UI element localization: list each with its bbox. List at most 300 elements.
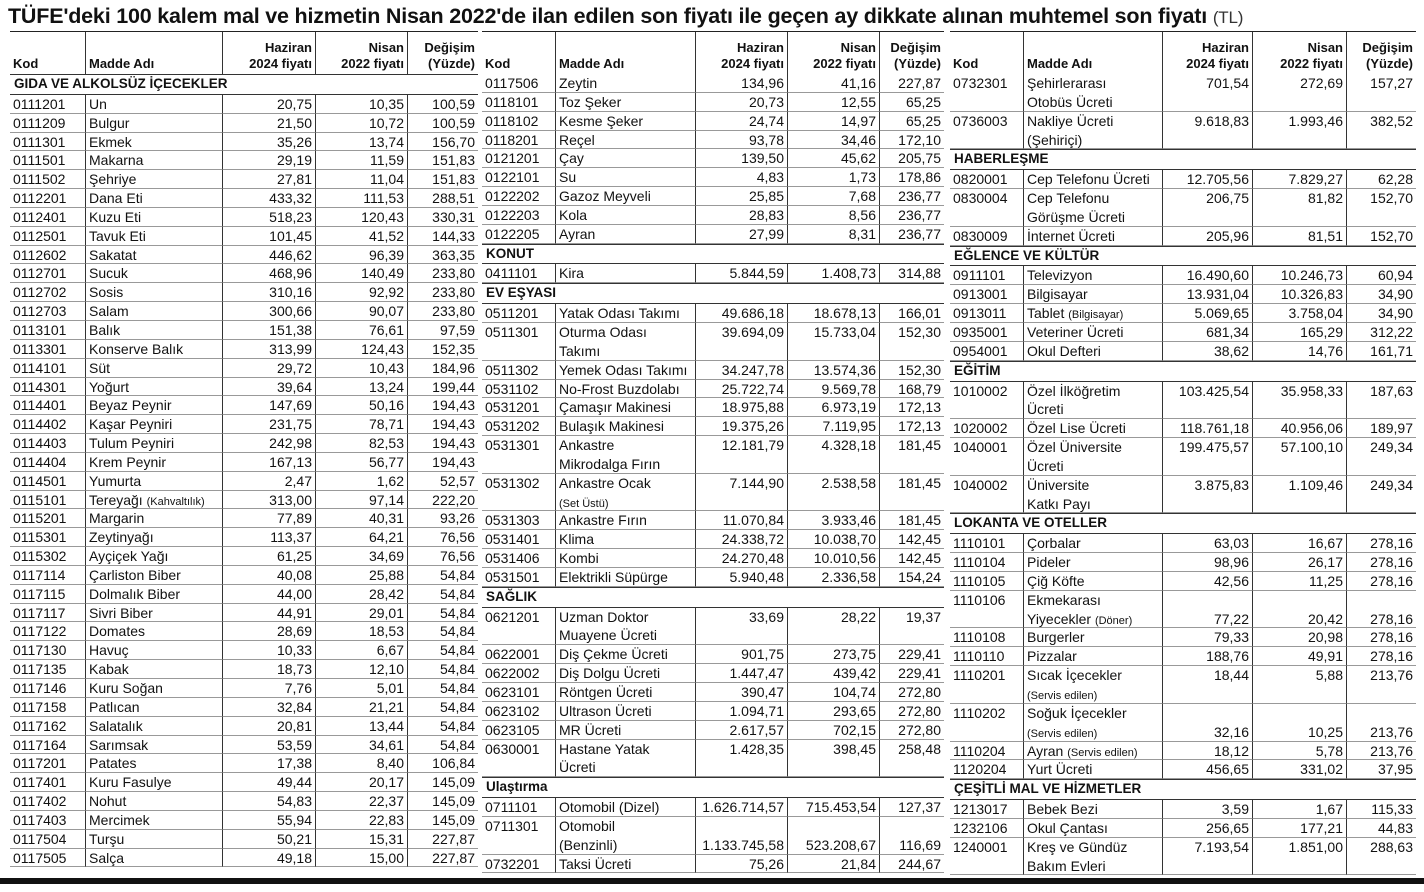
cell-nisan: 439,42: [788, 664, 880, 683]
table-row: [10, 773, 478, 792]
cell-madde: [1024, 131, 1163, 150]
cell-kod: 0531302: [482, 474, 556, 493]
cell-haziran: 35,26: [223, 133, 316, 152]
cell-degisim: 227,87: [408, 849, 478, 868]
cell-kod: 0114501: [10, 472, 86, 491]
cell-kod: [950, 400, 1024, 419]
cell-haziran: 3.875,83: [1163, 476, 1253, 495]
cell-madde: [556, 645, 696, 664]
item-name: Salça: [89, 849, 125, 866]
cell-madde: [556, 740, 696, 759]
table-header: [10, 32, 478, 74]
cell-madde: [1024, 685, 1163, 704]
bottom-rule: [0, 878, 1424, 884]
cell-degisim: 152,30: [898, 323, 941, 340]
cell-haziran: 24.270,48: [696, 549, 788, 568]
item-name: Nohut: [89, 793, 127, 810]
table-row: [10, 491, 478, 510]
cell-nisan: 8,56: [788, 206, 880, 225]
table-row: [950, 189, 1416, 208]
cell-haziran: 242,98: [223, 434, 316, 453]
cell-madde: [556, 798, 696, 817]
cell-degisim: 157,27: [1370, 75, 1413, 91]
cell-haziran: [696, 626, 788, 645]
cell-nisan: 702,15: [788, 721, 880, 740]
item-name: Çorbalar: [1027, 535, 1081, 552]
cell-madde: [1024, 208, 1163, 227]
table-row: [482, 836, 944, 855]
cell-kod: 0622001: [482, 645, 556, 664]
cell-degisim: 278,16: [1347, 572, 1416, 591]
cell-haziran: 10,33: [223, 641, 316, 660]
cell-madde: [1024, 304, 1163, 323]
cell-haziran: 25,85: [696, 187, 788, 206]
cell-haziran: [1163, 857, 1253, 876]
cell-kod: [950, 457, 1024, 476]
cell-nisan: 331,02: [1253, 760, 1347, 779]
cell-madde: [556, 817, 696, 836]
table-row: [482, 398, 944, 417]
item-name: Burgerler: [1027, 629, 1085, 646]
cell-kod: 0531202: [482, 417, 556, 436]
cell-degisim: 37,95: [1347, 760, 1416, 779]
table-row: [482, 817, 944, 836]
item-name: Tavuk Eti: [89, 227, 146, 244]
item-name: Soğuk İçecekler: [1027, 704, 1127, 721]
cell-kod: 0112501: [10, 227, 86, 246]
item-name: Sosis: [89, 284, 124, 301]
cell-madde: [1024, 285, 1163, 304]
cell-madde: [86, 547, 223, 566]
cell-degisim: 60,94: [1347, 266, 1416, 285]
item-name: Özel İlköğretim: [1027, 382, 1121, 399]
cell-kod: [950, 685, 1024, 704]
item-name: Ayran: [1027, 742, 1064, 759]
item-name: MR Ücreti: [559, 721, 622, 738]
cell-haziran: 313,99: [223, 340, 316, 359]
cell-degisim: 142,45: [880, 530, 944, 549]
table-row: [482, 855, 944, 874]
cell-haziran: 139,50: [696, 149, 788, 168]
item-name: Tulum Peyniri: [89, 435, 175, 452]
cell-nisan: 1.109,46: [1253, 476, 1347, 495]
cell-nisan: 45,62: [788, 149, 880, 168]
cell-kod: 0112602: [10, 246, 86, 265]
cell-haziran: 34.247,78: [696, 361, 788, 380]
item-name: Tablet: [1027, 305, 1065, 322]
item-name: Beyaz Peynir: [89, 397, 172, 414]
item-name: Diş Çekme Ücreti: [559, 646, 668, 663]
cell-haziran: 49.686,18: [696, 304, 788, 323]
cell-kod: 0122101: [482, 168, 556, 187]
cell-degisim: 236,77: [880, 225, 944, 244]
cell-degisim: 106,84: [408, 754, 478, 773]
cell-degisim: 54,84: [408, 736, 478, 755]
table-row: [950, 800, 1416, 819]
table-row: [482, 758, 944, 777]
table-row: [482, 361, 944, 380]
table-row: [950, 666, 1416, 685]
cell-madde: [1024, 610, 1163, 629]
item-name: Şehirlerarası: [1027, 75, 1107, 91]
cell-kod: 0111201: [10, 95, 86, 114]
item-note: (Servis edilen): [1067, 746, 1138, 759]
cell-degisim: 54,84: [408, 622, 478, 641]
header-haziran: [1163, 32, 1253, 74]
cell-madde: [86, 830, 223, 849]
cell-degisim: 172,13: [880, 417, 944, 436]
cell-degisim: 151,83: [408, 170, 478, 189]
cell-kod: 0511302: [482, 361, 556, 380]
cell-kod: 0112401: [10, 208, 86, 227]
cell-madde: [86, 717, 223, 736]
cell-madde: [556, 342, 696, 361]
cell-kod: 0954001: [950, 342, 1024, 361]
cell-kod: 0117201: [10, 754, 86, 773]
cell-nisan: 1.408,73: [788, 264, 880, 283]
cell-nisan: [1253, 495, 1347, 514]
cell-kod: 0114401: [10, 396, 86, 415]
cell-haziran: [1163, 93, 1253, 112]
cell-haziran: 49,18: [223, 849, 316, 868]
header-haziran-line1: Haziran: [1202, 40, 1249, 55]
item-name: No-Frost Buzdolabı: [559, 380, 680, 397]
table-row: [950, 266, 1416, 285]
table-row: [10, 95, 478, 114]
header-madde: Madde Adı: [86, 32, 223, 74]
cell-madde: [556, 304, 696, 323]
cell-madde: [556, 436, 696, 455]
item-name: Ücreti: [1027, 457, 1064, 474]
cell-nisan: [1253, 93, 1347, 112]
cell-degisim: 258,48: [898, 740, 941, 757]
cell-nisan: 104,74: [788, 683, 880, 702]
cell-nisan: 5,78: [1253, 742, 1347, 761]
cell-kod: 0117162: [10, 717, 86, 736]
header-haziran-line2: 2024 fiyatı: [721, 56, 784, 71]
cell-degisim: 178,86: [880, 168, 944, 187]
header-kod: Kod: [482, 32, 556, 74]
cell-nisan: [788, 758, 880, 777]
cell-madde: [1024, 857, 1163, 876]
cell-haziran: 300,66: [223, 302, 316, 321]
item-name: Okul Defteri: [1027, 342, 1101, 359]
cell-madde: [1024, 723, 1163, 742]
cell-nisan: 10.246,73: [1253, 266, 1347, 285]
cell-haziran: 7.193,54: [1163, 838, 1253, 857]
table-row: [482, 493, 944, 512]
cell-madde: [86, 736, 223, 755]
cell-degisim: 205,75: [880, 149, 944, 168]
cell-haziran: [1163, 208, 1253, 227]
cell-degisim: 100,59: [408, 95, 478, 114]
table-row: [950, 323, 1416, 342]
cell-kod: 0630001: [482, 740, 556, 759]
cell-nisan: 4.328,18: [788, 436, 880, 455]
table-row: [10, 754, 478, 773]
table-column-2: [482, 31, 944, 873]
table-row: [950, 704, 1416, 723]
item-name: Turşu: [89, 830, 125, 847]
table-row: [10, 415, 478, 434]
cell-kod: 0732301: [950, 74, 1024, 93]
item-name: Sivri Biber: [89, 604, 153, 621]
table-row: [950, 857, 1416, 876]
table-row: [10, 528, 478, 547]
cell-haziran: 13.931,04: [1163, 285, 1253, 304]
cell-kod: 0732201: [482, 855, 556, 874]
cell-nisan: 25,88: [316, 566, 408, 585]
cell-kod: 0117401: [10, 773, 86, 792]
cell-degisim: 156,70: [408, 133, 478, 152]
cell-haziran: 18,73: [223, 660, 316, 679]
item-name: Hastane Yatak: [559, 740, 650, 757]
item-name: Ekmekarası: [1027, 591, 1101, 608]
item-name: Bilgisayar: [1027, 286, 1088, 303]
item-name: Yumurta: [89, 472, 142, 489]
cell-nisan: 7.119,95: [788, 417, 880, 436]
table-row: [482, 740, 944, 759]
cell-degisim: 187,63: [1370, 382, 1413, 399]
page-title: [8, 2, 1243, 30]
table-row: [950, 457, 1416, 476]
item-name: Röntgen Ücreti: [559, 684, 653, 700]
cell-degisim: 278,16: [1347, 610, 1416, 629]
cell-haziran: [1163, 704, 1253, 723]
cell-madde: [1024, 704, 1163, 723]
cell-haziran: [1163, 495, 1253, 514]
cell-degisim: 54,84: [408, 604, 478, 623]
section-title: GIDA VE ALKOLSÜZ İÇECEKLER: [14, 76, 228, 91]
cell-madde: [86, 660, 223, 679]
item-name: Oturma Odası: [559, 323, 647, 340]
cell-nisan: 57.100,10: [1253, 438, 1347, 457]
item-name: Dana Eti: [89, 190, 143, 207]
cell-degisim: 54,84: [408, 660, 478, 679]
table-row: [482, 264, 944, 283]
cell-nisan: 398,45: [788, 740, 880, 759]
cell-degisim: 181,45: [898, 437, 941, 454]
table-row: [10, 151, 478, 170]
item-name: Zeytinyağı: [89, 529, 154, 546]
cell-nisan: 13,44: [316, 717, 408, 736]
cell-degisim: 330,31: [408, 208, 478, 227]
cell-madde: [556, 74, 696, 93]
cell-nisan: 120,43: [316, 208, 408, 227]
cell-degisim: [880, 493, 944, 512]
cell-haziran: 63,03: [1163, 534, 1253, 553]
cell-madde: [86, 283, 223, 302]
cell-nisan: 124,43: [316, 340, 408, 359]
item-name: Kira: [559, 265, 584, 282]
item-name: Konserve Balık: [89, 340, 184, 357]
item-note: (Servis edilen): [1027, 727, 1098, 740]
cell-degisim: 76,56: [408, 528, 478, 547]
cell-madde: [86, 698, 223, 717]
cell-nisan: 21,84: [788, 855, 880, 874]
cell-nisan: [788, 626, 880, 645]
table-row: [482, 93, 944, 112]
cell-madde: [86, 95, 223, 114]
cell-nisan: 14,97: [788, 112, 880, 131]
section-title: EĞLENCE VE KÜLTÜR: [954, 247, 1100, 263]
item-name: Şehriye: [89, 171, 137, 188]
cell-madde: [556, 683, 696, 702]
cell-madde: [86, 378, 223, 397]
item-name: Havuç: [89, 642, 129, 659]
cell-nisan: 6.973,19: [788, 398, 880, 417]
section-header: [950, 779, 1416, 800]
cell-kod: 0112701: [10, 264, 86, 283]
cell-kod: 0111301: [10, 133, 86, 152]
table-row: [950, 400, 1416, 419]
table-row: [482, 608, 944, 627]
cell-nisan: 16,67: [1253, 534, 1347, 553]
cell-kod: [950, 610, 1024, 629]
cell-haziran: 20,75: [223, 95, 316, 114]
cell-degisim: 144,33: [408, 227, 478, 246]
cell-madde: [556, 131, 696, 150]
cell-kod: 0830009: [950, 227, 1024, 246]
item-name: Ücreti: [1027, 401, 1064, 418]
cell-kod: 1110104: [950, 553, 1024, 572]
cell-nisan: [788, 342, 880, 361]
cell-nisan: 715.453,54: [788, 798, 880, 817]
cell-kod: 0117122: [10, 622, 86, 641]
cell-kod: 0115301: [10, 528, 86, 547]
item-name: Üniversite: [1027, 476, 1090, 493]
cell-degisim: [1347, 131, 1416, 150]
cell-haziran: 39,64: [223, 378, 316, 397]
cell-madde: [86, 453, 223, 472]
cell-nisan: 293,65: [788, 702, 880, 721]
cell-haziran: 1.447,47: [696, 664, 788, 683]
cell-haziran: 17,38: [223, 754, 316, 773]
cell-nisan: 1,73: [788, 168, 880, 187]
table-row: [10, 396, 478, 415]
cell-degisim: 152,35: [408, 340, 478, 359]
cell-madde: [1024, 438, 1163, 457]
cell-haziran: 7,76: [223, 679, 316, 698]
cell-nisan: 1,67: [1253, 800, 1347, 819]
cell-degisim: [880, 758, 944, 777]
cell-haziran: 103.425,54: [1163, 382, 1253, 401]
section-title: KONUT: [486, 245, 534, 261]
cell-haziran: 4,83: [696, 168, 788, 187]
table-row: [482, 664, 944, 683]
cell-madde: [86, 585, 223, 604]
cell-kod: 0117402: [10, 792, 86, 811]
cell-madde: [556, 836, 696, 855]
header-nisan-line2: 2022 fiyatı: [1280, 56, 1343, 71]
cell-nisan: 18.678,13: [788, 304, 880, 323]
cell-haziran: 681,34: [1163, 323, 1253, 342]
cell-kod: 0531401: [482, 530, 556, 549]
cell-haziran: 12.705,56: [1163, 170, 1253, 189]
cell-madde: [1024, 342, 1163, 361]
cell-madde: [556, 264, 696, 283]
cell-degisim: 244,67: [880, 855, 944, 874]
cell-haziran: 468,96: [223, 264, 316, 283]
cell-kod: 0114101: [10, 359, 86, 378]
item-name: Mercimek: [89, 811, 150, 828]
cell-nisan: 2.538,58: [788, 474, 880, 493]
table-row: [482, 474, 944, 493]
cell-haziran: 2.617,57: [696, 721, 788, 740]
table-row: [482, 549, 944, 568]
table-row: [950, 170, 1416, 189]
cell-degisim: [1347, 591, 1416, 610]
cell-kod: 0117505: [10, 849, 86, 868]
cell-degisim: 181,45: [880, 511, 944, 530]
table-row: [482, 455, 944, 474]
cell-kod: [482, 455, 556, 474]
cell-nisan: 64,21: [316, 528, 408, 547]
cell-haziran: 49,44: [223, 773, 316, 792]
cell-haziran: 147,69: [223, 396, 316, 415]
cell-haziran: [696, 817, 788, 836]
table-row: [10, 472, 478, 491]
cell-nisan: [1253, 457, 1347, 476]
header-degisim: [880, 32, 944, 74]
table-row: [10, 811, 478, 830]
cell-haziran: 9.618,83: [1163, 112, 1253, 131]
table-header: [482, 32, 944, 74]
cell-haziran: 16.490,60: [1163, 266, 1253, 285]
cell-degisim: 213,76: [1347, 723, 1416, 742]
cell-nisan: 12,55: [788, 93, 880, 112]
header-kod: Kod: [10, 32, 86, 74]
cell-kod: 1110201: [950, 666, 1024, 685]
cell-madde: [86, 491, 223, 510]
cell-degisim: 172,10: [880, 131, 944, 150]
table-row: [482, 342, 944, 361]
table-row: [950, 628, 1416, 647]
table-row: [950, 572, 1416, 591]
table-row: [10, 585, 478, 604]
cell-madde: [556, 664, 696, 683]
table-row: [950, 304, 1416, 323]
item-name: Makarna: [89, 152, 144, 169]
cell-kod: 0911101: [950, 266, 1024, 285]
table-row: [10, 133, 478, 152]
cell-haziran: 101,45: [223, 227, 316, 246]
cell-kod: 0623101: [482, 683, 556, 702]
cell-kod: 1040001: [950, 438, 1024, 457]
table-row: [10, 264, 478, 283]
item-name: Yoğurt: [89, 378, 129, 395]
item-name: Kaşar Peyniri: [89, 416, 173, 433]
table-row: [10, 114, 478, 133]
item-name: Yurt Ücreti: [1027, 761, 1093, 778]
cell-madde: [86, 566, 223, 585]
item-name: Margarin: [89, 510, 145, 527]
item-name: Bebek Bezi: [1027, 801, 1098, 818]
table-row: [482, 721, 944, 740]
cell-kod: [950, 495, 1024, 514]
cell-kod: 0913001: [950, 285, 1024, 304]
header-nisan-line1: Nisan: [368, 40, 404, 55]
cell-nisan: 18,53: [316, 622, 408, 641]
cell-degisim: 44,83: [1347, 819, 1416, 838]
cell-nisan: 3.758,04: [1253, 304, 1347, 323]
cell-haziran: 53,59: [223, 736, 316, 755]
cell-kod: 0711301: [482, 817, 556, 836]
item-name: Çamaşır Makinesi: [559, 399, 672, 416]
item-name: Muayene Ücreti: [559, 627, 658, 644]
cell-madde: [556, 568, 696, 587]
cell-degisim: 161,71: [1347, 342, 1416, 361]
